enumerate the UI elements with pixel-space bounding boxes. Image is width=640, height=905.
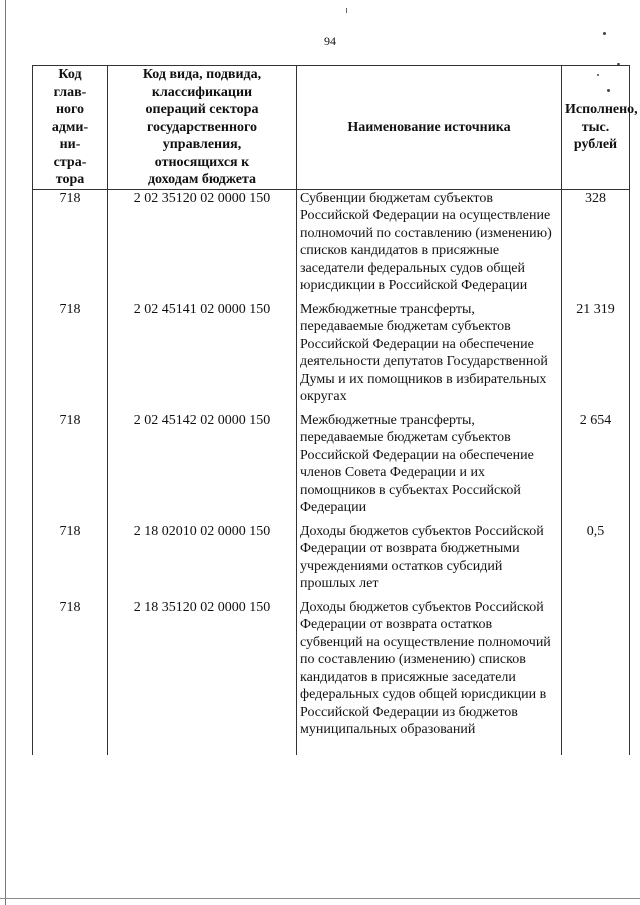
table-row (33, 523, 630, 599)
header-line: адми- (51, 119, 89, 135)
header-line: управления, (162, 137, 242, 152)
header-line: доходам бюджета (147, 172, 257, 187)
cell-source-name: Доходы бюджетов субъектов Российской Федерации от возврата бюджетными учреждениями остатков субсидий прошлых лет (297, 523, 562, 599)
page-number: 94 (324, 34, 336, 48)
cell-source-name: Межбюджетные трансферты, передаваемые бюджетам субъектов Российской Федерации на обеспечение членов Совета Федерации и их помощников в субъектах Российской Федерации (297, 412, 562, 523)
cell-admin-code: 718 (33, 599, 108, 755)
cell-source-name: Субвенции бюджетам субъектов Российской Федерации на осуществление полномочий по составлению (изменению) списков кандидатов в присяжные заседатели федеральных судов общей юрисдикции в Российской Федерации (297, 189, 562, 301)
cell-income-code: 2 02 45141 02 0000 150 (108, 301, 297, 412)
header-source-name: Наименование источника (297, 66, 562, 190)
cell-income-code: 2 18 35120 02 0000 150 (108, 599, 297, 755)
cell-income-code: 2 02 45142 02 0000 150 (108, 412, 297, 523)
header-admin-code (33, 66, 108, 190)
header-line: ного (55, 102, 85, 117)
table-row (33, 412, 630, 523)
cell-admin-code: 718 (33, 412, 108, 523)
cell-amount (562, 599, 630, 755)
table-row (33, 599, 630, 755)
cell-source-name: Межбюджетные трансферты, передаваемые бюджетам субъектов Российской Федерации на обеспечение деятельности депутатов Государственной Думы и их помощников в избирательных округах (297, 301, 562, 412)
header-line: государственного (146, 119, 258, 135)
cell-admin-code: 718 (33, 189, 108, 301)
cell-income-code: 2 02 35120 02 0000 150 (108, 189, 297, 301)
header-line: относящихся к (154, 154, 250, 170)
header-line: операций сектора (145, 102, 259, 117)
header-line: Исполнено, (565, 102, 638, 117)
cell-amount: 0,5 (562, 523, 630, 599)
header-line: классификации (151, 84, 253, 100)
cell-admin-code: 718 (33, 301, 108, 412)
header-line: глав- (53, 84, 87, 100)
cell-income-code: 2 18 02010 02 0000 150 (108, 523, 297, 599)
header-amount (562, 66, 638, 190)
page-left-edge (5, 0, 6, 905)
table-row (33, 301, 630, 412)
header-line: тыс. рублей (573, 119, 618, 152)
budget-income-table (32, 65, 638, 755)
header-line: Код вида, подвида, (142, 67, 262, 82)
header-line: Код (58, 67, 82, 82)
table-header-row (33, 66, 630, 190)
scan-mark (346, 8, 347, 13)
scan-speck (603, 32, 606, 35)
cell-amount: 21 319 (562, 301, 630, 412)
header-line: тора (55, 172, 85, 187)
cell-source-name: Доходы бюджетов субъектов Российской Федерации от возврата остатков субвенций на осуществление полномочий по составлению (изменению) списков кандидатов в присяжные заседатели федеральных судов общей юрисдикции в Российской Федерации из бюджетов муниципальных образований (297, 599, 562, 755)
header-line: ни- (59, 137, 81, 152)
cell-amount: 2 654 (562, 412, 630, 523)
cell-admin-code: 718 (33, 523, 108, 599)
table-row (33, 189, 630, 301)
cell-amount: 328 (562, 189, 630, 301)
header-line: стра- (53, 154, 87, 170)
header-income-code (108, 66, 297, 190)
page-bottom-edge (0, 898, 640, 899)
